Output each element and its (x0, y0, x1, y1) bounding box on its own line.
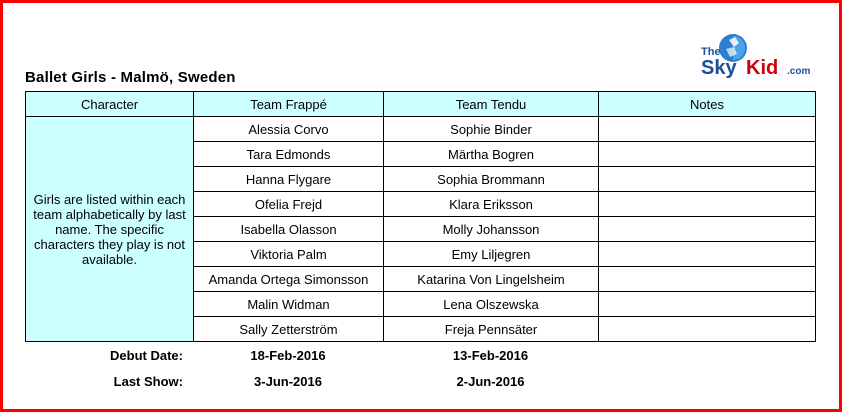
cell-notes (599, 267, 816, 292)
footer-value-last-show-frappe: 3-Jun-2016 (254, 373, 322, 389)
svg-text:Sky: Sky (701, 57, 737, 79)
document-body (3, 3, 839, 409)
cell-frappe-name: Ofelia Frejd (194, 192, 384, 217)
cell-frappe-name: Hanna Flygare (194, 167, 384, 192)
theskykid-logo[interactable] (699, 33, 817, 79)
cell-tendu-name: Sophia Brommann (384, 167, 599, 192)
cast-table (25, 91, 816, 342)
cell-frappe-name: Sally Zetterström (194, 317, 384, 342)
footer-label-debut-date: Debut Date: (110, 347, 183, 363)
column-header-character: Character (26, 92, 194, 117)
svg-text:.com: .com (787, 66, 811, 77)
cell-notes (599, 217, 816, 242)
character-note-cell: Girls are listed within each team alphabetically by last name. The specific characters they play is not available. (26, 117, 194, 342)
footer-spacer (598, 368, 815, 394)
cast-table-wrapper (25, 91, 815, 394)
cell-frappe-name: Isabella Olasson (194, 217, 384, 242)
page-title: Ballet Girls - Malmö, Sweden (25, 69, 236, 86)
cell-notes (599, 167, 816, 192)
cell-frappe-name: Viktoria Palm (194, 242, 384, 267)
cell-frappe-name: Alessia Corvo (194, 117, 384, 142)
cell-tendu-name: Märtha Bogren (384, 142, 599, 167)
footer-label-last-show: Last Show: (113, 373, 183, 389)
footer-value-last-show-tendu: 2-Jun-2016 (456, 373, 525, 389)
table-header-row (26, 92, 816, 117)
cell-tendu-name: Emy Liljegren (384, 242, 599, 267)
cell-notes (599, 192, 816, 217)
table-body (26, 117, 816, 342)
logo-graphic (699, 33, 817, 79)
footer-spacer (598, 342, 815, 368)
svg-text:Kid: Kid (746, 57, 779, 79)
cell-notes (599, 317, 816, 342)
column-header-team-frappe: Team Frappé (194, 92, 384, 117)
footer-row-debut-date (25, 342, 815, 368)
cell-frappe-name: Malin Widman (194, 292, 384, 317)
cell-frappe-name: Amanda Ortega Simonsson (194, 267, 384, 292)
footer-value-debut-frappe: 18-Feb-2016 (250, 347, 326, 363)
cell-notes (599, 292, 816, 317)
cell-notes (599, 117, 816, 142)
cell-frappe-name: Tara Edmonds (194, 142, 384, 167)
cell-tendu-name: Klara Eriksson (384, 192, 599, 217)
footer-row-last-show (25, 368, 815, 394)
cell-tendu-name: Freja Pennsäter (384, 317, 599, 342)
footer-value-debut-tendu: 13-Feb-2016 (452, 347, 529, 363)
table-head (26, 92, 816, 117)
cell-tendu-name: Lena Olszewska (384, 292, 599, 317)
cell-tendu-name: Sophie Binder (384, 117, 599, 142)
cell-tendu-name: Molly Johansson (384, 217, 599, 242)
table-row (26, 117, 816, 142)
footer-table (25, 342, 815, 394)
svg-text:The: The (701, 46, 721, 58)
column-header-notes: Notes (599, 92, 816, 117)
cell-notes (599, 142, 816, 167)
column-header-team-tendu: Team Tendu (384, 92, 599, 117)
cell-notes (599, 242, 816, 267)
cell-tendu-name: Katarina Von Lingelsheim (384, 267, 599, 292)
